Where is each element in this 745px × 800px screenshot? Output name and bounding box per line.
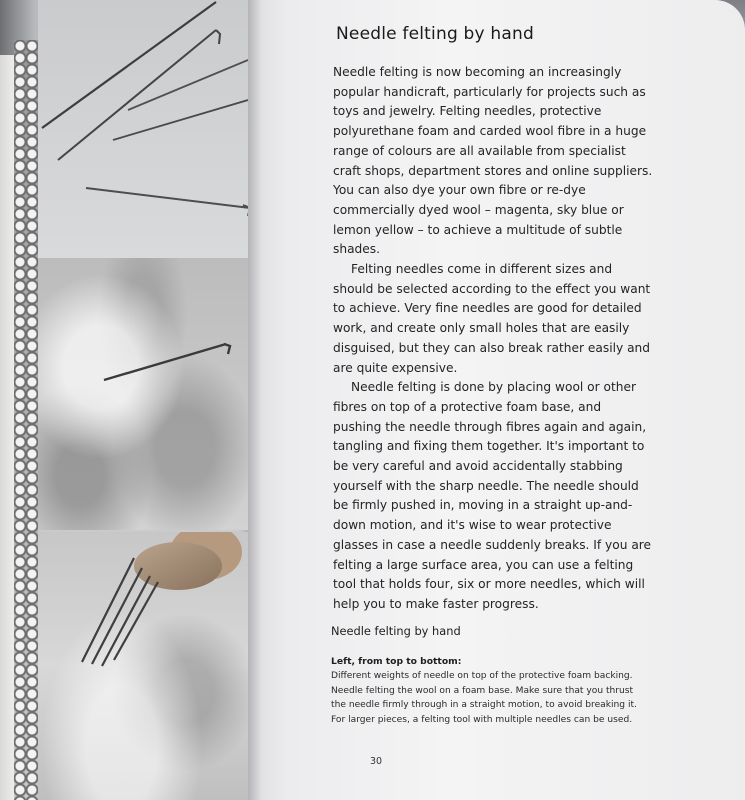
multi-needle-felting-tool-photo (38, 532, 248, 800)
page-heading: Needle felting by hand (336, 24, 534, 44)
felting-needles-on-foam-photo (38, 0, 248, 260)
single-needle-illustration (38, 258, 248, 530)
body-text (333, 63, 653, 615)
body-paragraph-3: Needle felting is done by placing wool or other fibres on top of a protective foam base, and pushing the needle through fibres again and again, tangling and fixing them together. It's important to be very careful and avoid accidentally stabbing yourself with the sharp needle. The needle should be firmly pushed in, moving in a straight up-and-down motion, and it's wise to wear protective glasses in case a needle suddenly breaks. If you are felting a large surface area, you can use a felting tool that holds four, six or more needles, which will help you to make faster progress. (333, 380, 652, 611)
book-gutter-shadow (248, 0, 262, 800)
needle-in-wool-photo (38, 258, 248, 530)
caption-body: Different weights of needle on top of the protective foam backing. Needle felting the wool on a foam base. Make sure that you thrust the needle firmly through in a straight motion, to avoid breaking it. For larger pieces, a felting tool with multiple needles can be used. (331, 671, 637, 725)
needles-illustration (38, 0, 248, 260)
photo-column (38, 0, 248, 800)
caption-title: Needle felting by hand (331, 624, 461, 638)
felting-tool-illustration (38, 532, 248, 800)
body-paragraph-1: Needle felting is now becoming an increasingly popular handicraft, particularly for projects such as toys and jewelry. Felting needles, protective polyurethane foam and carded wool fibre in a huge range of colours are all available from specialist craft shops, department stores and online suppliers. You can also dye your own fibre or re-dye commercially dyed wool – magenta, sky blue or lemon yellow – to achieve a multitude of subtle shades. (333, 65, 653, 257)
body-paragraph-2: Felting needles come in different sizes and should be selected according to the effect you want to achieve. Very fine needles are good for detailed work, and create only small holes that are easily disguised, but they can also break rather easily and are quite expensive. (333, 262, 651, 375)
page-number: 30 (370, 756, 383, 767)
caption-lead: Left, from top to bottom: (331, 656, 462, 667)
